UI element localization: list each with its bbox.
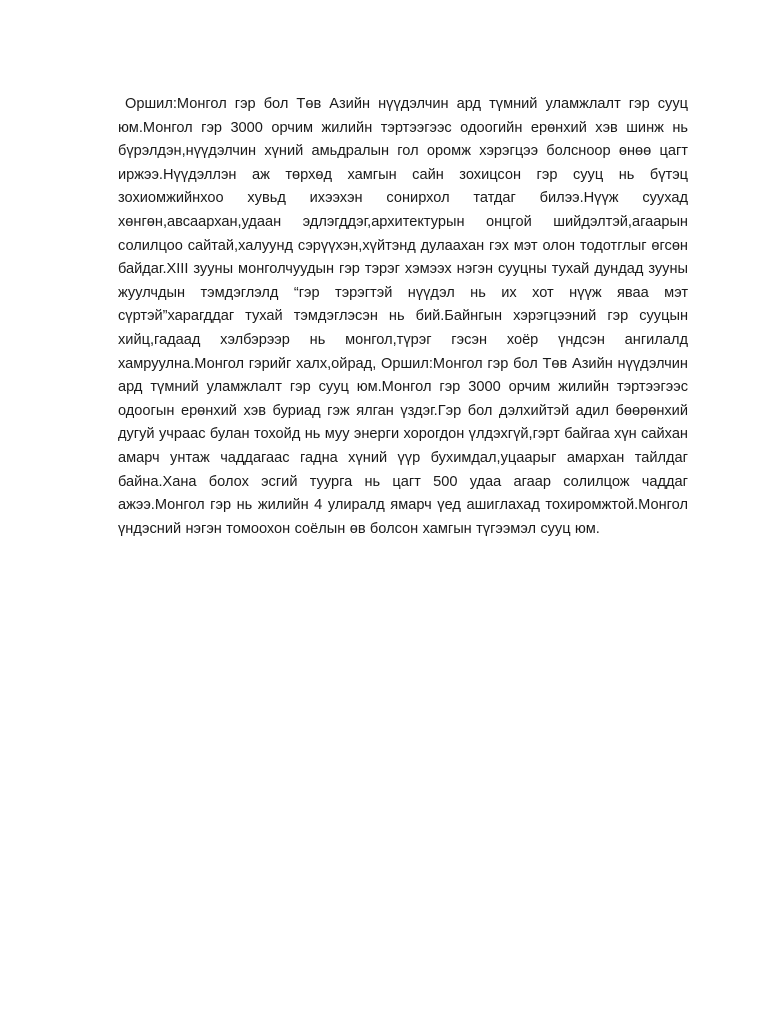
body-paragraph: Оршил:Монгол гэр бол Төв Азийн нүүдэлчин ард түмний уламжлалт гэр сууц юм.Монгол гэр 3000 орчим жилийн тэртээгээс одоогийн ерөнхий хэв шинж нь бүрэлдэн,нүүдэлчин хүний амьдралын гол оромж хэрэгцээ болсноор өнөө цагт иржээ.Нүүдэллэн аж төрхөд хамгын сайн зохицсон гэр сууц нь бүтэц зохиомжийнхоо хувьд ихээхэн сонирхол татдаг билээ.Нүүж суухад хөнгөн,авсаархан,удаан эдлэгддэг,архитектурын онцгой шийдэлтэй,агаарын солилцоо сайтай,халуунд сэрүүхэн,хүйтэнд дулаахан гэх мэт олон тодотглыг өгсөн байдаг.XIII зууны монголчуудын гэр тэрэг хэмээх нэгэн сууцны тухай дундад зууны жуулчдын тэмдэглэлд “гэр тэрэгтэй нүүдэл нь их хот нүүж яваа мэт сүртэй”харагддаг тухай тэмдэглэсэн нь бий.Байнгын хэрэгцээний гэр сууцын хийц,гадаад хэлбэрээр нь монгол,түрэг гэсэн хоёр үндсэн ангилалд хамруулна.Монгол гэрийг халх,ойрад, Оршил:Монгол гэр бол Төв Азийн нүүдэлчин ард түмний уламжлалт гэр сууц юм.Монгол гэр 3000 орчим жилийн тэртээгээс одоогын ерөнхий хэв буриад гэж ялган үздэг.Гэр бол дэлхийтэй адил бөөрөнхий дугуй учраас булан тохойд нь муу энерги хорогдон үлдэхгүй,гэрт байгаа хүн сайхан амарч унтаж чаддагаас гадна хүний үүр бухимдал,уцаарыг амархан тайлдаг байна.Хана болох эсгий туурга нь цагт 500 удаа агаар солилцож чаддаг ажээ.Монгол гэр нь жилийн 4 улиралд ямарч үед ашиглахад тохиромжтой.Монгол үндэсний нэгэн томоохон соёлын өв болсон хамгын түгээмэл сууц юм. [118, 96, 688, 537]
